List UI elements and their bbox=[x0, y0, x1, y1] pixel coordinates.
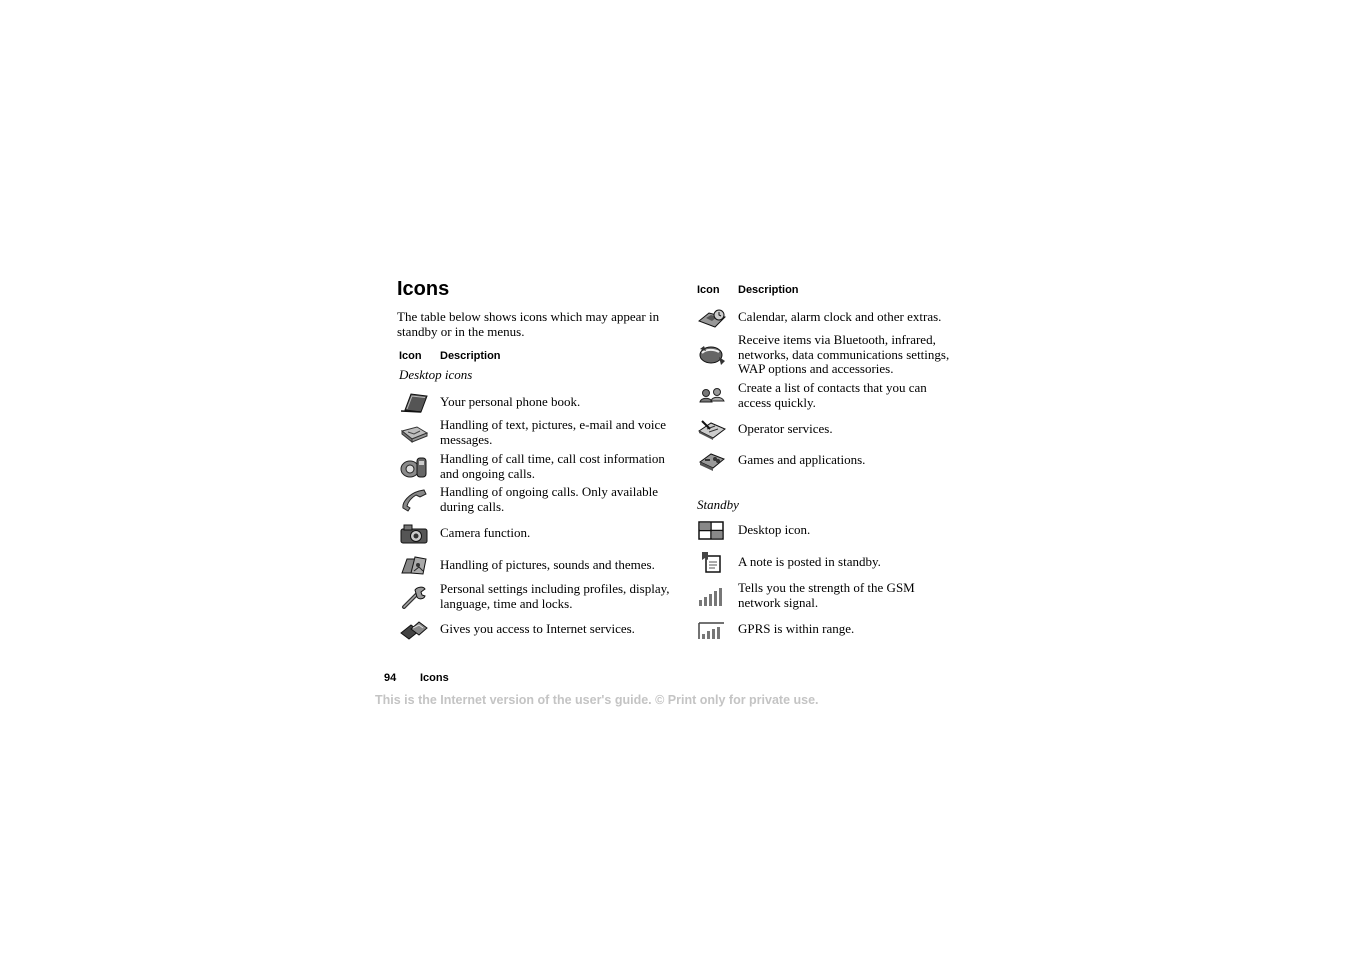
table-row bbox=[697, 304, 953, 330]
table-row bbox=[399, 418, 672, 447]
table-row bbox=[697, 381, 953, 410]
row-description: Create a list of contacts that you can access quickly. bbox=[738, 380, 927, 410]
calls-icon bbox=[399, 454, 429, 480]
row-description: Operator services. bbox=[738, 420, 833, 436]
signal-strength-icon bbox=[697, 583, 727, 609]
ongoing-call-icon bbox=[399, 487, 429, 513]
right-header-icon: Icon bbox=[697, 284, 720, 296]
operator-icon bbox=[697, 416, 727, 442]
table-row bbox=[697, 333, 953, 377]
connectivity-icon bbox=[697, 342, 727, 368]
table-row bbox=[697, 549, 953, 575]
table-row bbox=[697, 416, 953, 442]
row-description: Handling of text, pictures, e-mail and voice messages. bbox=[440, 417, 666, 447]
footer-section-title: Icons bbox=[420, 672, 449, 684]
table-row bbox=[697, 616, 953, 642]
table-row bbox=[399, 616, 672, 642]
entertainment-icon bbox=[697, 447, 727, 473]
table-row bbox=[399, 582, 672, 611]
row-description: Calendar, alarm clock and other extras. bbox=[738, 308, 942, 324]
row-description: Gives you access to Internet services. bbox=[440, 620, 635, 636]
gprs-icon bbox=[697, 616, 727, 642]
section-desktop-icons: Desktop icons bbox=[399, 367, 473, 382]
row-description: A note is posted in standby. bbox=[738, 553, 881, 569]
row-description: Personal settings including profiles, display, language, time and locks. bbox=[440, 581, 670, 611]
organizer-icon bbox=[697, 304, 727, 330]
row-description: Handling of pictures, sounds and themes. bbox=[440, 556, 655, 572]
section-standby: Standby bbox=[697, 497, 739, 512]
row-description: Games and applications. bbox=[738, 451, 866, 467]
settings-icon bbox=[399, 584, 429, 610]
right-header-description: Description bbox=[738, 284, 799, 296]
table-row bbox=[399, 485, 672, 514]
row-description: Your personal phone book. bbox=[440, 393, 581, 409]
row-description: Receive items via Bluetooth, infrared, networks, data communications settings, WAP options and accessories. bbox=[738, 332, 950, 376]
phonebook-icon bbox=[399, 389, 429, 415]
messaging-icon bbox=[399, 420, 429, 446]
internet-icon bbox=[399, 616, 429, 642]
note-icon bbox=[697, 549, 727, 575]
table-row bbox=[399, 520, 672, 546]
left-header-description: Description bbox=[440, 350, 501, 362]
row-description: GPRS is within range. bbox=[738, 620, 855, 636]
internet-version-notice: This is the Internet version of the user's guide. © Print only for private use. bbox=[375, 693, 819, 707]
row-description: Handling of ongoing calls. Only available during calls. bbox=[440, 484, 659, 514]
left-header-icon: Icon bbox=[399, 350, 422, 362]
intro-text: The table below shows icons which may appear in standby or in the menus. bbox=[397, 309, 660, 339]
page-number: 94 bbox=[384, 672, 397, 684]
file-manager-icon bbox=[399, 552, 429, 578]
table-row bbox=[399, 452, 672, 481]
row-description: Tells you the strength of the GSM network signal. bbox=[738, 580, 915, 610]
page-title: Icons bbox=[397, 278, 450, 300]
table-row bbox=[697, 447, 953, 473]
table-row bbox=[399, 552, 672, 578]
table-row bbox=[697, 581, 953, 610]
table-row bbox=[697, 517, 953, 543]
camera-icon bbox=[399, 520, 429, 546]
row-description: Desktop icon. bbox=[738, 521, 811, 537]
desktop-icon bbox=[697, 517, 727, 543]
my-friends-icon bbox=[697, 383, 727, 409]
row-description: Camera function. bbox=[440, 524, 531, 540]
table-row bbox=[399, 389, 672, 415]
row-description: Handling of call time, call cost information and ongoing calls. bbox=[440, 451, 665, 481]
